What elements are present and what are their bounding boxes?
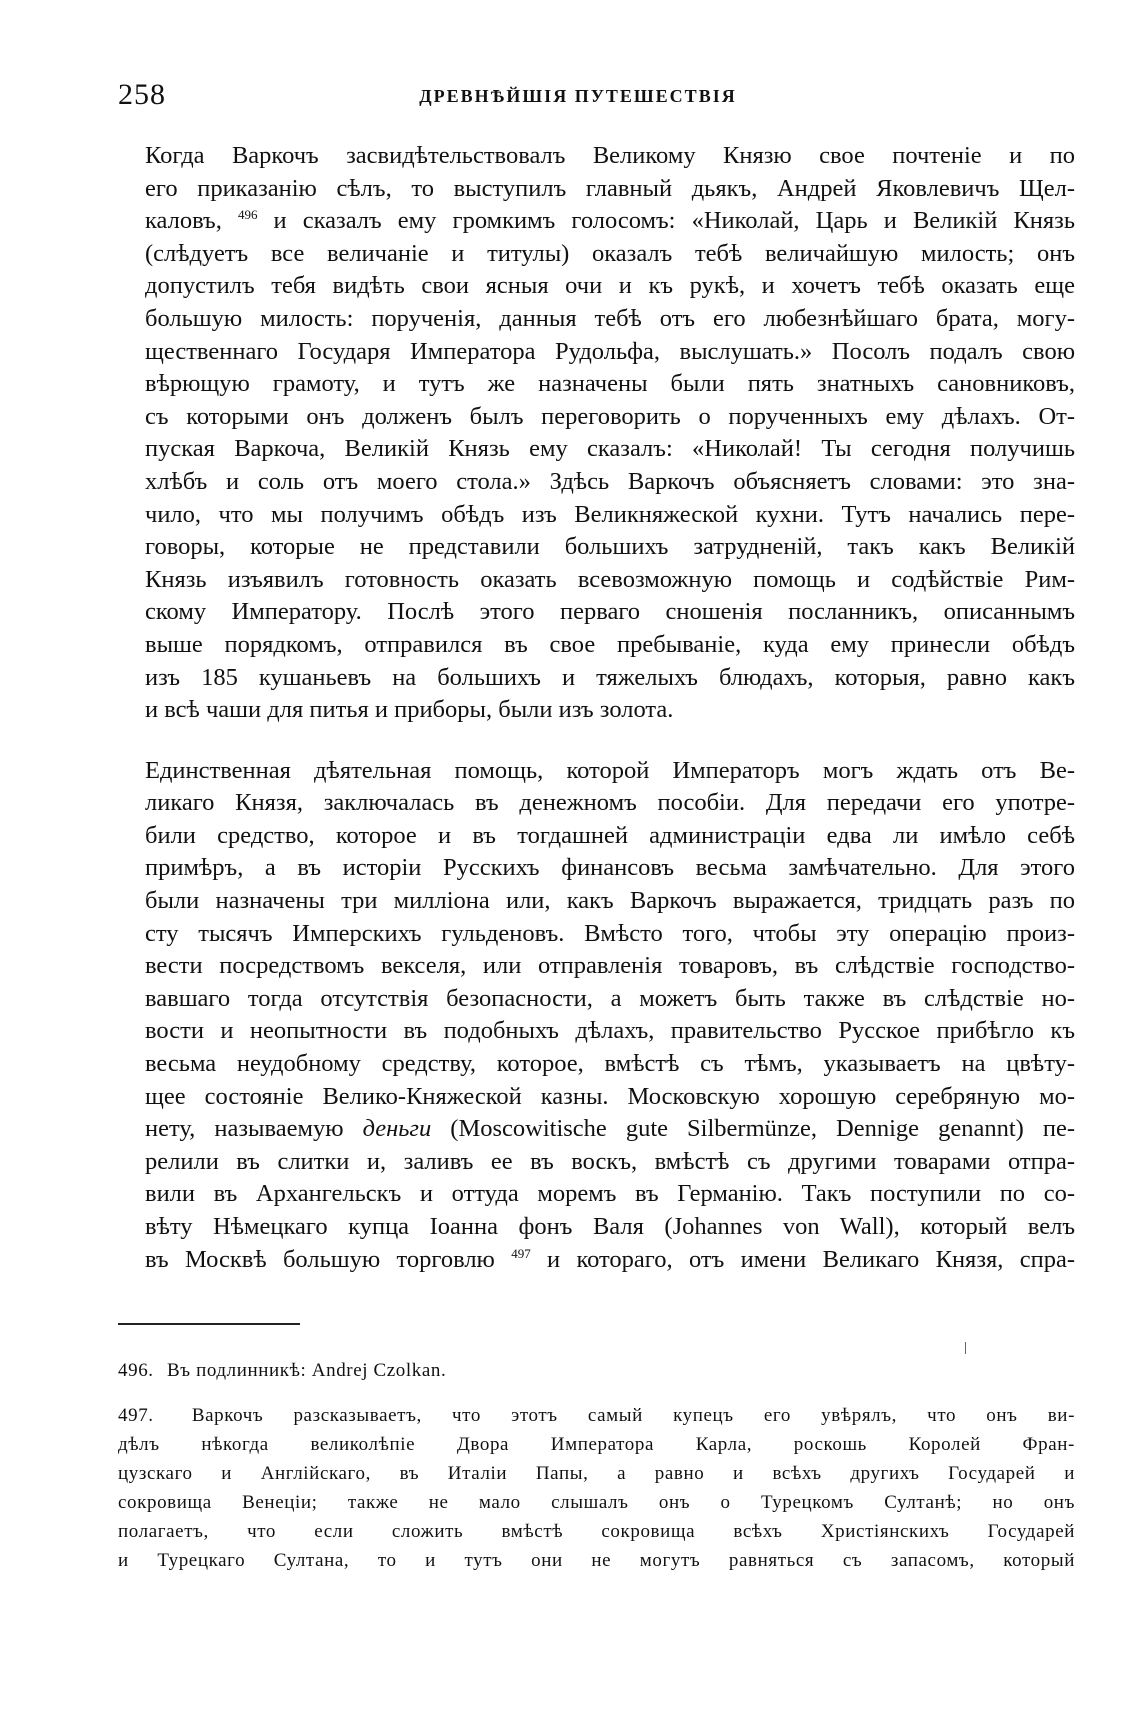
footnote-text: Варкочъ разсказываетъ, что этотъ самый купецъ его увѣрялъ, что онъ ви- [191, 1405, 1075, 1426]
paragraph-1 [145, 140, 1075, 727]
body-text [145, 140, 1075, 1304]
text-line: щее состояніе Велико-Княжеской казны. Московскую хорошую серебряную мо- [145, 1082, 1075, 1110]
text-fragment: и котораго, отъ имени Великаго Князя, спра- [530, 1245, 1075, 1273]
footnote-text: сокровища Венеціи; также не мало слышалъ онъ о Турецкомъ Султанѣ; но онъ [118, 1492, 1075, 1513]
text-line: вости и неопытности въ подобныхъ дѣлахъ, правительство Русское прибѣгло къ [145, 1017, 1075, 1045]
text-line: Единственная дѣятельная помощь, которой Императоръ могъ ждать отъ Ве- [145, 756, 1075, 784]
text-line: сту тысячъ Имперскихъ гульденовъ. Вмѣсто того, чтобы эту операцію произ- [145, 919, 1075, 947]
text-line: говоры, которые не представили большихъ затрудненій, такъ какъ Великій [145, 533, 1075, 561]
text-line [145, 1113, 1075, 1146]
footnote-reference[interactable]: 497 [511, 1245, 531, 1261]
text-line: и всѣ чаши для питья и приборы, были изъ золота. [145, 696, 674, 724]
text-line: весьма неудобному средству, которое, вмѣстѣ съ тѣмъ, указываетъ на цвѣту- [145, 1050, 1075, 1078]
footnote-text: полагаетъ, что если сложить вмѣстѣ сокровища всѣхъ Христіянскихъ Государей [118, 1521, 1075, 1542]
text-line: Когда Варкочъ засвидѣтельствовалъ Великому Князю свое почтеніе и по [145, 142, 1075, 169]
text-fragment: (Moscowitische gute Silbermünze, Dennige genannt) пе- [431, 1115, 1075, 1143]
text-line: пуская Варкоча, Великій Князь ему сказалъ: «Николай! Ты сегодня получишь [145, 435, 1075, 463]
paragraph-2 [145, 755, 1075, 1277]
text-line: его приказанію сѣлъ, то выступилъ главный дьякъ, Андрей Яковлевичъ Щел- [145, 174, 1075, 202]
footnote-text: Въ подлинникѣ: Andrej Czolkan. [167, 1360, 447, 1381]
footnote-line [118, 1546, 1075, 1575]
footnote-divider [118, 1323, 300, 1325]
footnote [118, 1401, 1075, 1575]
text-line: вавшаго тогда отсутствія безопасности, а можетъ быть также въ слѣдствіе но- [145, 984, 1075, 1012]
text-line: ликаго Князя, заключалась въ денежномъ пособіи. Для передачи его употре- [145, 789, 1075, 817]
footnote-label: 497. [118, 1405, 154, 1426]
footnote-line [118, 1488, 1075, 1517]
text-line: (слѣдуетъ все величаніе и титулы) оказалъ тебѣ величайшую милость; онъ [145, 239, 1075, 267]
footnote-line [118, 1430, 1075, 1459]
footnote-line [118, 1356, 1075, 1385]
footnotes [118, 1356, 1075, 1591]
footnote-label: 496. [118, 1360, 154, 1381]
text-line: били средство, которое и въ тогдашней администраціи едва ли имѣло себѣ [145, 821, 1075, 849]
text-line: были назначены три милліона или, какъ Варкочъ выражается, тридцать разъ по [145, 887, 1075, 915]
text-line: съ которыми онъ долженъ былъ переговорить о порученныхъ ему дѣлахъ. От- [145, 402, 1075, 430]
text-line: хлѣбъ и соль отъ моего стола.» Здѣсь Варкочъ объясняетъ словами: это зна- [145, 467, 1075, 495]
text-line: большую милость: порученія, данныя тебѣ отъ его любезнѣйшаго брата, могу- [145, 304, 1075, 332]
footnote-line [118, 1459, 1075, 1488]
text-fragment: нету, называемую [145, 1115, 363, 1143]
text-line: вѣрющую грамоту, и тутъ же назначены были пять знатныхъ сановниковъ, [145, 370, 1075, 398]
text-line: чило, что мы получимъ обѣдъ изъ Великняжеской кухни. Тутъ начались пере- [145, 500, 1075, 528]
footnote-line [118, 1401, 1075, 1430]
text-fragment: и сказалъ ему громкимъ голосомъ: «Николай, Царь и Великій Князь [257, 207, 1075, 235]
text-line: выше порядкомъ, отправился въ свое пребываніе, куда ему принесли обѣдъ [145, 630, 1075, 658]
text-line: вили въ Архангельскъ и оттуда моремъ въ Германію. Такъ поступили по со- [145, 1180, 1075, 1208]
text-line [145, 205, 1075, 238]
text-line: релили въ слитки и, заливъ ее въ воскъ, вмѣстѣ съ другими товарами отпра- [145, 1147, 1075, 1175]
page-number: 258 [118, 78, 166, 111]
page-header [118, 78, 1038, 118]
footnote-text: цузскаго и Англійскаго, въ Италіи Папы, а равно и всѣхъ другихъ Государей и [118, 1463, 1075, 1484]
text-line: допустилъ тебя видѣть свои ясныя очи и къ рукѣ, и хочетъ тебѣ оказать еще [145, 272, 1075, 300]
text-line: примѣръ, а въ исторіи Русскихъ финансовъ весьма замѣчательно. Для этого [145, 854, 1075, 882]
print-mark [965, 1342, 966, 1354]
text-line: вести посредствомъ векселя, или отправленія товаровъ, въ слѣдствіе господство- [145, 952, 1075, 980]
running-title: ДРЕВНѢЙШІЯ ПУТЕШЕСТВІЯ [419, 86, 737, 106]
text-fragment: каловъ, [145, 207, 238, 235]
text-line: скому Императору. Послѣ этого перваго сношенія посланникъ, описаннымъ [145, 598, 1075, 626]
text-line: щественнаго Государя Императора Рудольфа, выслушать.» Посолъ подалъ свою [145, 337, 1075, 365]
text-fragment: въ Москвѣ большую торговлю [145, 1245, 512, 1273]
footnote [118, 1356, 1075, 1385]
footnote-text: и Турецкаго Султана, то и тутъ они не могутъ равняться съ запасомъ, который [118, 1550, 1075, 1571]
footnote-line [118, 1517, 1075, 1546]
italic-term: деньги [362, 1115, 432, 1143]
text-line: изъ 185 кушаньевъ на большихъ и тяжелыхъ блюдахъ, которыя, равно какъ [145, 663, 1075, 691]
text-line: Князь изъявилъ готовность оказать всевозможную помощь и содѣйствіе Рим- [145, 565, 1075, 593]
footnote-text: дѣлъ нѣкогда великолѣпіе Двора Императора Карла, роскошь Королей Фран- [118, 1434, 1075, 1455]
text-line [145, 1244, 1075, 1277]
footnote-reference[interactable]: 496 [237, 207, 258, 223]
text-line: вѣту Нѣмецкаго купца Іоанна фонъ Валя (Johannes von Wall), который велъ [145, 1213, 1075, 1240]
